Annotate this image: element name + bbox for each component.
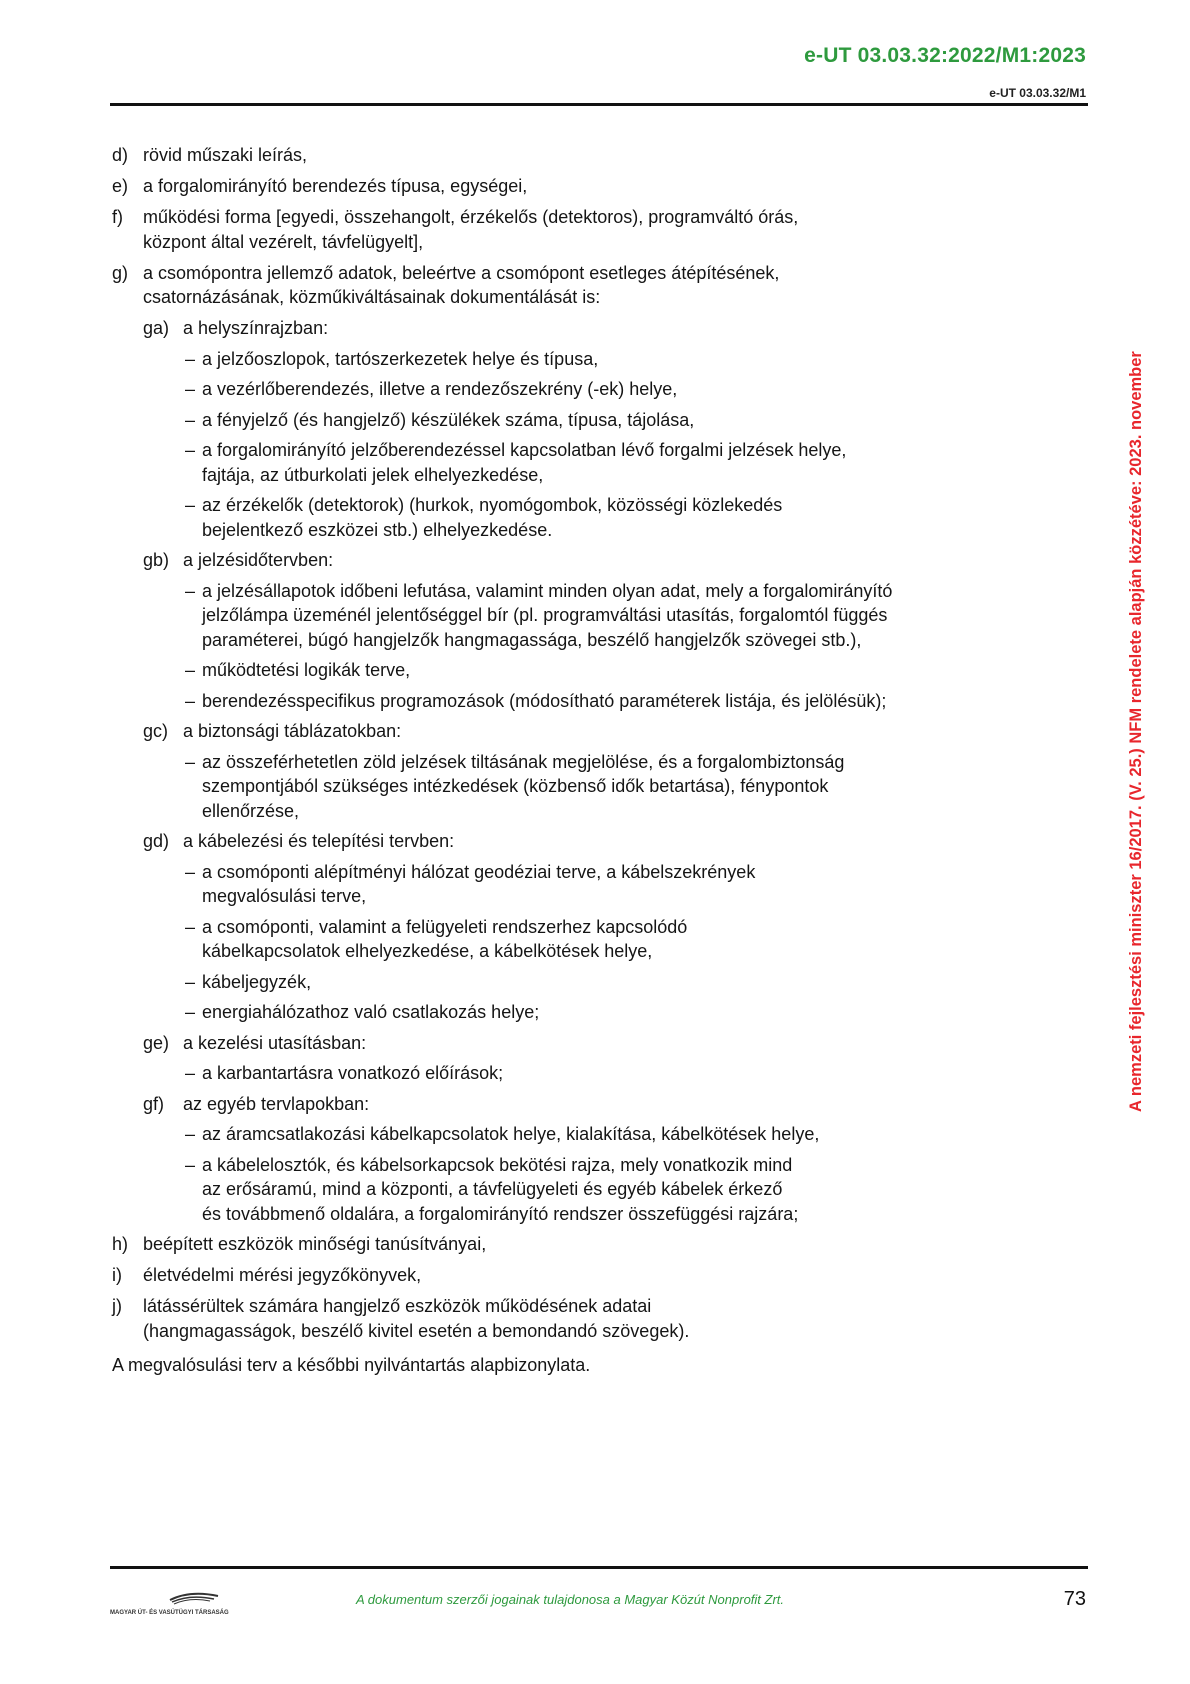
dash-list-item	[185, 377, 1072, 402]
sub-list-item	[143, 719, 1072, 744]
list-marker: –	[185, 409, 196, 430]
list-text	[202, 493, 1072, 542]
document-body	[112, 143, 1072, 1378]
list-text	[202, 579, 1072, 653]
list-marker: –	[185, 580, 196, 601]
dash-list-item	[185, 860, 1072, 909]
list-text-line: a kábelelosztók, és kábelsorkapcsok bekötési rajza, mely vonatkozik mind	[202, 1154, 793, 1175]
list-text-line: látássérültek számára hangjelző eszközök működésének adatai	[143, 1296, 652, 1316]
standard-code: e-UT 03.03.32:2022/M1:2023	[804, 44, 1086, 67]
sub-list-item	[143, 829, 1072, 854]
list-marker: –	[185, 1124, 196, 1144]
list-text	[202, 750, 1072, 824]
list-text: a kezelési utasításban:	[183, 1032, 367, 1053]
list-text: beépített eszközök minőségi tanúsítványai,	[143, 1234, 487, 1254]
list-item	[112, 143, 1072, 168]
dash-list-item	[185, 1122, 1072, 1147]
list-text-line: megvalósulási terve,	[202, 886, 367, 906]
list-text: kábeljegyzék,	[202, 971, 312, 992]
list-text	[143, 1294, 1072, 1343]
list-marker: d)	[112, 145, 129, 165]
dash-list-item	[185, 1000, 1072, 1025]
list-marker: –	[185, 861, 196, 882]
dash-list-item	[185, 970, 1072, 995]
list-marker: –	[185, 348, 196, 369]
page-number: 73	[1063, 1588, 1086, 1610]
sub-list-item	[143, 316, 1072, 341]
logo-text: MAGYAR ÚT- ÉS VASÚTÜGYI TÁRSASÁG	[110, 1610, 229, 1616]
top-rule	[110, 103, 1088, 106]
closing-sentence: A megvalósulási terv a későbbi nyilvántartás alapbizonylata.	[112, 1355, 591, 1375]
publisher-logo	[110, 1590, 260, 1616]
list-text-line: (hangmagasságok, beszélő kivitel esetén a bemondandó szövegek).	[143, 1320, 690, 1341]
dash-list-item	[185, 579, 1072, 653]
list-text: a vezérlőberendezés, illetve a rendezőszekrény (-ek) helye,	[202, 379, 678, 399]
list-text-line: a forgalomirányító jelzőberendezéssel kapcsolatban lévő forgalmi jelzések helye,	[202, 440, 847, 460]
list-item	[112, 174, 1072, 199]
list-text: a jelzésidőtervben:	[183, 550, 334, 570]
list-text	[143, 205, 1072, 254]
list-marker: gf)	[143, 1093, 165, 1114]
list-text-line: az érzékelők (detektorok) (hurkok, nyomógombok, közösségi közlekedés	[202, 495, 783, 515]
list-text: energiahálózathoz való csatlakozás helye;	[202, 1002, 540, 1022]
list-text-line: szempontjából szükséges intézkedések (közbenső idők betartása), fénypontok	[202, 776, 829, 796]
list-marker: f)	[112, 207, 123, 227]
dash-list-item	[185, 915, 1072, 964]
dash-list-item	[185, 438, 1072, 487]
item-list	[112, 143, 1072, 1343]
list-item	[112, 1232, 1072, 1257]
dash-list-item	[185, 658, 1072, 683]
list-text	[202, 915, 1072, 964]
list-item	[112, 261, 1072, 310]
list-text-line: bejelentkező eszközei stb.) elhelyezkedése.	[202, 519, 553, 540]
list-marker: ge)	[143, 1032, 170, 1053]
list-text: a biztonsági táblázatokban:	[183, 721, 402, 741]
list-text-line: és továbbmenő oldalára, a forgalomirányító rendszer összefüggési rajzára;	[202, 1203, 799, 1224]
dash-list-item	[185, 689, 1072, 714]
list-marker: –	[185, 751, 196, 772]
list-marker: –	[185, 916, 196, 937]
list-text-line: csatornázásának, közműkiváltásainak dokumentálását is:	[143, 287, 601, 307]
list-text: működtetési logikák terve,	[202, 660, 411, 680]
footer-copyright: A dokumentum szerzői jogainak tulajdonosa a Magyar Közút Nonprofit Zrt.	[356, 1592, 785, 1607]
list-marker: –	[185, 1154, 196, 1175]
list-text-line: a csomópontra jellemző adatok, beleértve a csomópont esetleges átépítésének,	[143, 262, 780, 283]
list-text	[202, 1153, 1072, 1227]
list-text	[202, 438, 1072, 487]
list-text: berendezésspecifikus programozások (módosítható paraméterek listája, és jelölésük);	[202, 690, 887, 711]
list-marker: gc)	[143, 721, 169, 741]
list-text-line: működési forma [egyedi, összehangolt, érzékelős (detektoros), programváltó órás,	[143, 207, 799, 227]
list-text-line: kábelkapcsolatok elhelyezkedése, a kábelkötések helye,	[202, 941, 653, 961]
list-text: a helyszínrajzban:	[183, 318, 329, 338]
list-marker: ga)	[143, 318, 170, 338]
list-marker: –	[185, 495, 196, 515]
list-marker: –	[185, 690, 196, 711]
bottom-rule	[110, 1566, 1088, 1569]
list-item	[112, 1263, 1072, 1288]
sub-list-item	[143, 548, 1072, 573]
list-text-line: a csomóponti alépítményi hálózat geodéziai terve, a kábelszekrények	[202, 861, 756, 882]
list-marker: j)	[112, 1296, 122, 1316]
list-text	[143, 261, 1072, 310]
list-text: a kábelezési és telepítési tervben:	[183, 831, 455, 851]
list-marker: –	[185, 1002, 196, 1022]
list-text-line: központ által vezérelt, távfelügyelt],	[143, 231, 424, 252]
dash-list-item	[185, 1153, 1072, 1227]
list-text-line: ellenőrzése,	[202, 800, 300, 821]
list-item	[112, 205, 1072, 254]
dash-list-item	[185, 1061, 1072, 1086]
list-marker: g)	[112, 262, 129, 283]
list-text	[202, 860, 1072, 909]
list-text: a jelzőoszlopok, tartószerkezetek helye és típusa,	[202, 348, 599, 369]
list-marker: –	[185, 971, 196, 992]
list-text-line: a jelzésállapotok időbeni lefutása, valamint minden olyan adat, mely a forgalomirányító	[202, 580, 893, 601]
list-text: a forgalomirányító berendezés típusa, egységei,	[143, 176, 528, 196]
list-marker: gb)	[143, 550, 170, 570]
list-text-line: az erősáramú, mind a központi, a távfelügyeleti és egyéb kábelek érkező	[202, 1179, 783, 1199]
list-marker: –	[185, 660, 196, 680]
dash-list-item	[185, 493, 1072, 542]
list-marker: –	[185, 1063, 196, 1083]
dash-list-item	[185, 408, 1072, 433]
side-publication-note: A nemzeti fejlesztési miniszter 16/2017. (V. 25.) NFM rendelete alapján közzétéve: 2023. november	[1127, 351, 1145, 1112]
list-marker: i)	[112, 1265, 122, 1285]
dash-list-item	[185, 750, 1072, 824]
list-text: az áramcsatlakozási kábelkapcsolatok helye, kialakítása, kábelkötések helye,	[202, 1124, 820, 1144]
sub-list-item	[143, 1031, 1072, 1056]
dash-list-item	[185, 347, 1072, 372]
list-marker: e)	[112, 176, 129, 196]
list-text-line: a csomóponti, valamint a felügyeleti rendszerhez kapcsolódó	[202, 916, 688, 937]
list-text: rövid műszaki leírás,	[143, 145, 308, 165]
list-text: az egyéb tervlapokban:	[183, 1093, 370, 1114]
list-text-line: fajtája, az útburkolati jelek elhelyezkedése,	[202, 464, 544, 485]
list-text-line: jelzőlámpa üzeménél jelentőséggel bír (pl. programváltási utasítás, forgalomtól függés	[202, 605, 888, 625]
standard-subcode: e-UT 03.03.32/M1	[989, 86, 1086, 100]
list-text: életvédelmi mérési jegyzőkönyvek,	[143, 1265, 422, 1285]
list-text: a fényjelző (és hangjelző) készülékek száma, típusa, tájolása,	[202, 409, 695, 430]
sub-list-item	[143, 1092, 1072, 1117]
list-marker: gd)	[143, 831, 170, 851]
list-marker: –	[185, 440, 196, 460]
list-text: a karbantartásra vonatkozó előírások;	[202, 1063, 504, 1083]
list-text-line: paraméterei, búgó hangjelzők hangmagassága, beszélő hangjelzők szövegei stb.),	[202, 629, 862, 650]
list-item	[112, 1294, 1072, 1343]
list-marker: –	[185, 379, 196, 399]
list-text-line: az összeférhetetlen zöld jelzések tiltásának megjelölése, és a forgalombiztonság	[202, 751, 845, 772]
list-marker: h)	[112, 1234, 129, 1254]
